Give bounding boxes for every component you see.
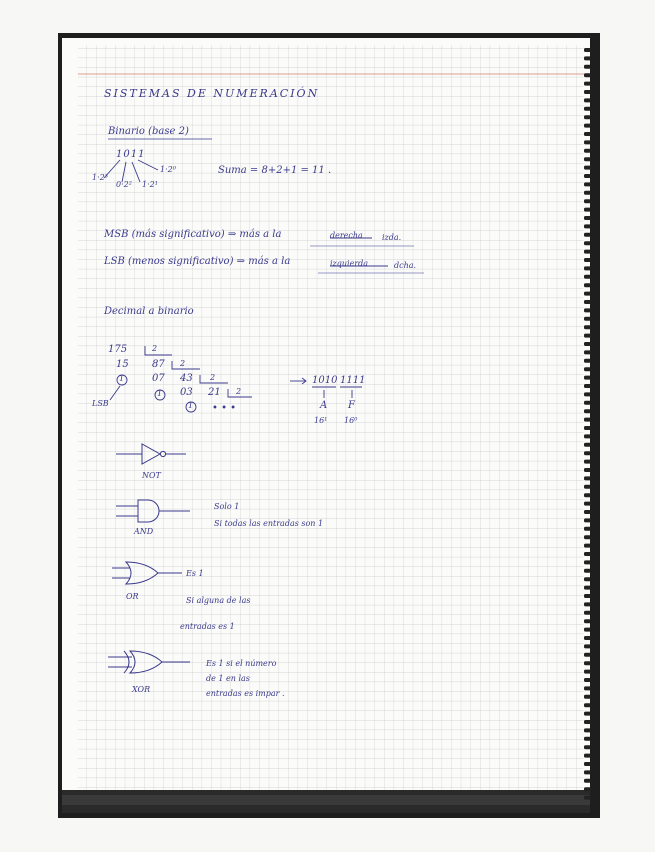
spiral-hole <box>584 409 591 413</box>
weight-label: 1·2⁰ <box>160 165 176 174</box>
spiral-hole <box>584 644 591 648</box>
division-value: 03 <box>180 387 193 398</box>
spiral-hole <box>584 334 591 338</box>
spiral-hole <box>584 636 591 640</box>
spiral-hole <box>584 451 591 455</box>
spiral-hole <box>584 602 591 606</box>
binary-group: 1010 <box>312 375 338 386</box>
gate-name: NOT <box>142 471 161 480</box>
spiral-hole <box>584 670 591 674</box>
weight-label: 1·2¹ <box>142 180 158 189</box>
spiral-hole <box>584 359 591 363</box>
spiral-hole <box>584 342 591 346</box>
spiral-hole <box>584 157 591 161</box>
spiral-hole <box>584 367 591 371</box>
page-title: SISTEMAS DE NUMERACIÓN <box>104 87 320 100</box>
ellipsis: • • • <box>212 403 237 414</box>
spiral-hole <box>584 712 591 716</box>
spiral-hole <box>584 426 591 430</box>
msb-crossed: derecha <box>330 231 363 240</box>
remainder: 1 <box>157 389 163 398</box>
spiral-hole <box>584 434 591 438</box>
spiral-hole <box>584 728 591 732</box>
spiral-hole <box>584 401 591 405</box>
spiral-hole <box>584 703 591 707</box>
spiral-hole <box>584 56 591 60</box>
lsb-text: LSB (menos significativo) ⇒ más a la <box>104 256 291 267</box>
gate-desc: de 1 en las <box>206 674 250 683</box>
spiral-hole <box>584 90 591 94</box>
spiral-hole <box>584 317 591 321</box>
spiral-hole <box>584 502 591 506</box>
spiral-hole <box>584 443 591 447</box>
spiral-hole <box>584 48 591 52</box>
spiral-hole <box>584 140 591 144</box>
spiral-hole <box>584 518 591 522</box>
hex-digit: A <box>320 400 328 411</box>
lsb-crossed: izquierda <box>330 259 369 268</box>
spiral-hole <box>584 73 591 77</box>
spiral-hole <box>584 535 591 539</box>
spiral-hole <box>584 560 591 564</box>
spiral-hole <box>584 552 591 556</box>
spiral-hole <box>584 661 591 665</box>
spiral-hole <box>584 476 591 480</box>
spiral-hole <box>584 107 591 111</box>
weight-label: 0·2² <box>116 180 132 189</box>
spiral-hole <box>584 653 591 657</box>
division-value: 07 <box>152 373 165 384</box>
binary-group: 1111 <box>340 375 366 386</box>
division-value: 43 <box>180 373 193 384</box>
spiral-hole <box>584 82 591 86</box>
lsb-correction: dcha. <box>394 261 417 270</box>
msb-correction: izda. <box>382 233 402 242</box>
spiral-hole <box>584 283 591 287</box>
spiral-hole <box>584 460 591 464</box>
spiral-hole <box>584 65 591 69</box>
spiral-hole <box>584 611 591 615</box>
gate-desc: entradas es impar . <box>206 689 285 698</box>
lsb-label: LSB <box>92 399 109 408</box>
hex-power: 16⁰ <box>344 416 358 425</box>
spiral-hole <box>584 695 591 699</box>
spiral-hole <box>584 132 591 136</box>
spiral-hole <box>584 308 591 312</box>
gate-desc: Si todas las entradas son 1 <box>214 519 324 528</box>
division-value: 15 <box>116 359 129 370</box>
spiral-hole <box>584 594 591 598</box>
spiral-hole <box>584 191 591 195</box>
gate-desc: Es 1 <box>186 569 204 578</box>
spiral-hole <box>584 787 591 791</box>
binary-heading: Binario (base 2) <box>108 126 189 137</box>
spiral-hole <box>584 258 591 262</box>
spiral-hole <box>584 577 591 581</box>
remainder: 1 <box>188 401 194 410</box>
spiral-hole <box>584 544 591 548</box>
msb-text: MSB (más significativo) ⇒ más a la <box>104 229 282 240</box>
spiral-hole <box>584 166 591 170</box>
gate-name: OR <box>126 592 139 601</box>
spiral-hole <box>584 182 591 186</box>
binary-number: 1011 <box>116 149 146 160</box>
division-value: 175 <box>108 344 128 355</box>
spiral-hole <box>584 224 591 228</box>
hex-power: 16¹ <box>314 416 328 425</box>
spiral-hole <box>584 628 591 632</box>
spiral-hole <box>584 686 591 690</box>
spiral-hole <box>584 720 591 724</box>
spiral-hole <box>584 300 591 304</box>
gate-desc: Es 1 si el número <box>206 659 277 668</box>
spiral-hole <box>584 216 591 220</box>
spiral-hole <box>584 485 591 489</box>
spiral-hole <box>584 392 591 396</box>
divisor: 2 <box>152 344 158 353</box>
spiral-hole <box>584 510 591 514</box>
spiral-hole <box>584 115 591 119</box>
spiral-hole <box>584 737 591 741</box>
division-value: 87 <box>152 359 165 370</box>
spiral-hole <box>584 250 591 254</box>
spiral-hole <box>584 418 591 422</box>
remainder: 1 <box>119 374 125 383</box>
spiral-hole <box>584 527 591 531</box>
spiral-hole <box>584 266 591 270</box>
divisor: 2 <box>236 387 242 396</box>
sum-line: Suma = 8+2+1 = 11 . <box>218 165 332 176</box>
hex-digit: F <box>348 400 355 411</box>
spiral-hole <box>584 754 591 758</box>
spiral-hole <box>584 569 591 573</box>
gate-desc: Si alguna de las <box>186 596 251 605</box>
spiral-hole <box>584 241 591 245</box>
spiral-hole <box>584 770 591 774</box>
spiral-hole <box>584 208 591 212</box>
spiral-hole <box>584 233 591 237</box>
gate-desc: entradas es 1 <box>180 622 235 631</box>
spiral-hole <box>584 149 591 153</box>
spiral-hole <box>584 586 591 590</box>
divisor: 2 <box>210 373 216 382</box>
decimal-heading: Decimal a binario <box>104 306 194 317</box>
spiral-hole <box>584 762 591 766</box>
spiral-hole <box>584 199 591 203</box>
spiral-hole <box>584 292 591 296</box>
spiral-hole <box>584 796 591 800</box>
spiral-hole <box>584 745 591 749</box>
spiral-hole <box>584 124 591 128</box>
grid-area <box>78 45 583 805</box>
gate-name: XOR <box>132 685 151 694</box>
gate-desc: Solo 1 <box>214 502 240 511</box>
spiral-hole <box>584 350 591 354</box>
spiral-hole <box>584 678 591 682</box>
spiral-hole <box>584 779 591 783</box>
spiral-hole <box>584 275 591 279</box>
divisor: 2 <box>180 359 186 368</box>
gate-name: AND <box>134 527 154 536</box>
spiral-hole <box>584 384 591 388</box>
spiral-hole <box>584 325 591 329</box>
spiral-hole <box>584 468 591 472</box>
division-value: 21 <box>208 387 221 398</box>
spiral-hole <box>584 619 591 623</box>
spiral-hole <box>584 493 591 497</box>
spiral-hole <box>584 98 591 102</box>
weight-label: 1·2³ <box>92 173 108 182</box>
spiral-hole <box>584 174 591 178</box>
spiral-hole <box>584 376 591 380</box>
